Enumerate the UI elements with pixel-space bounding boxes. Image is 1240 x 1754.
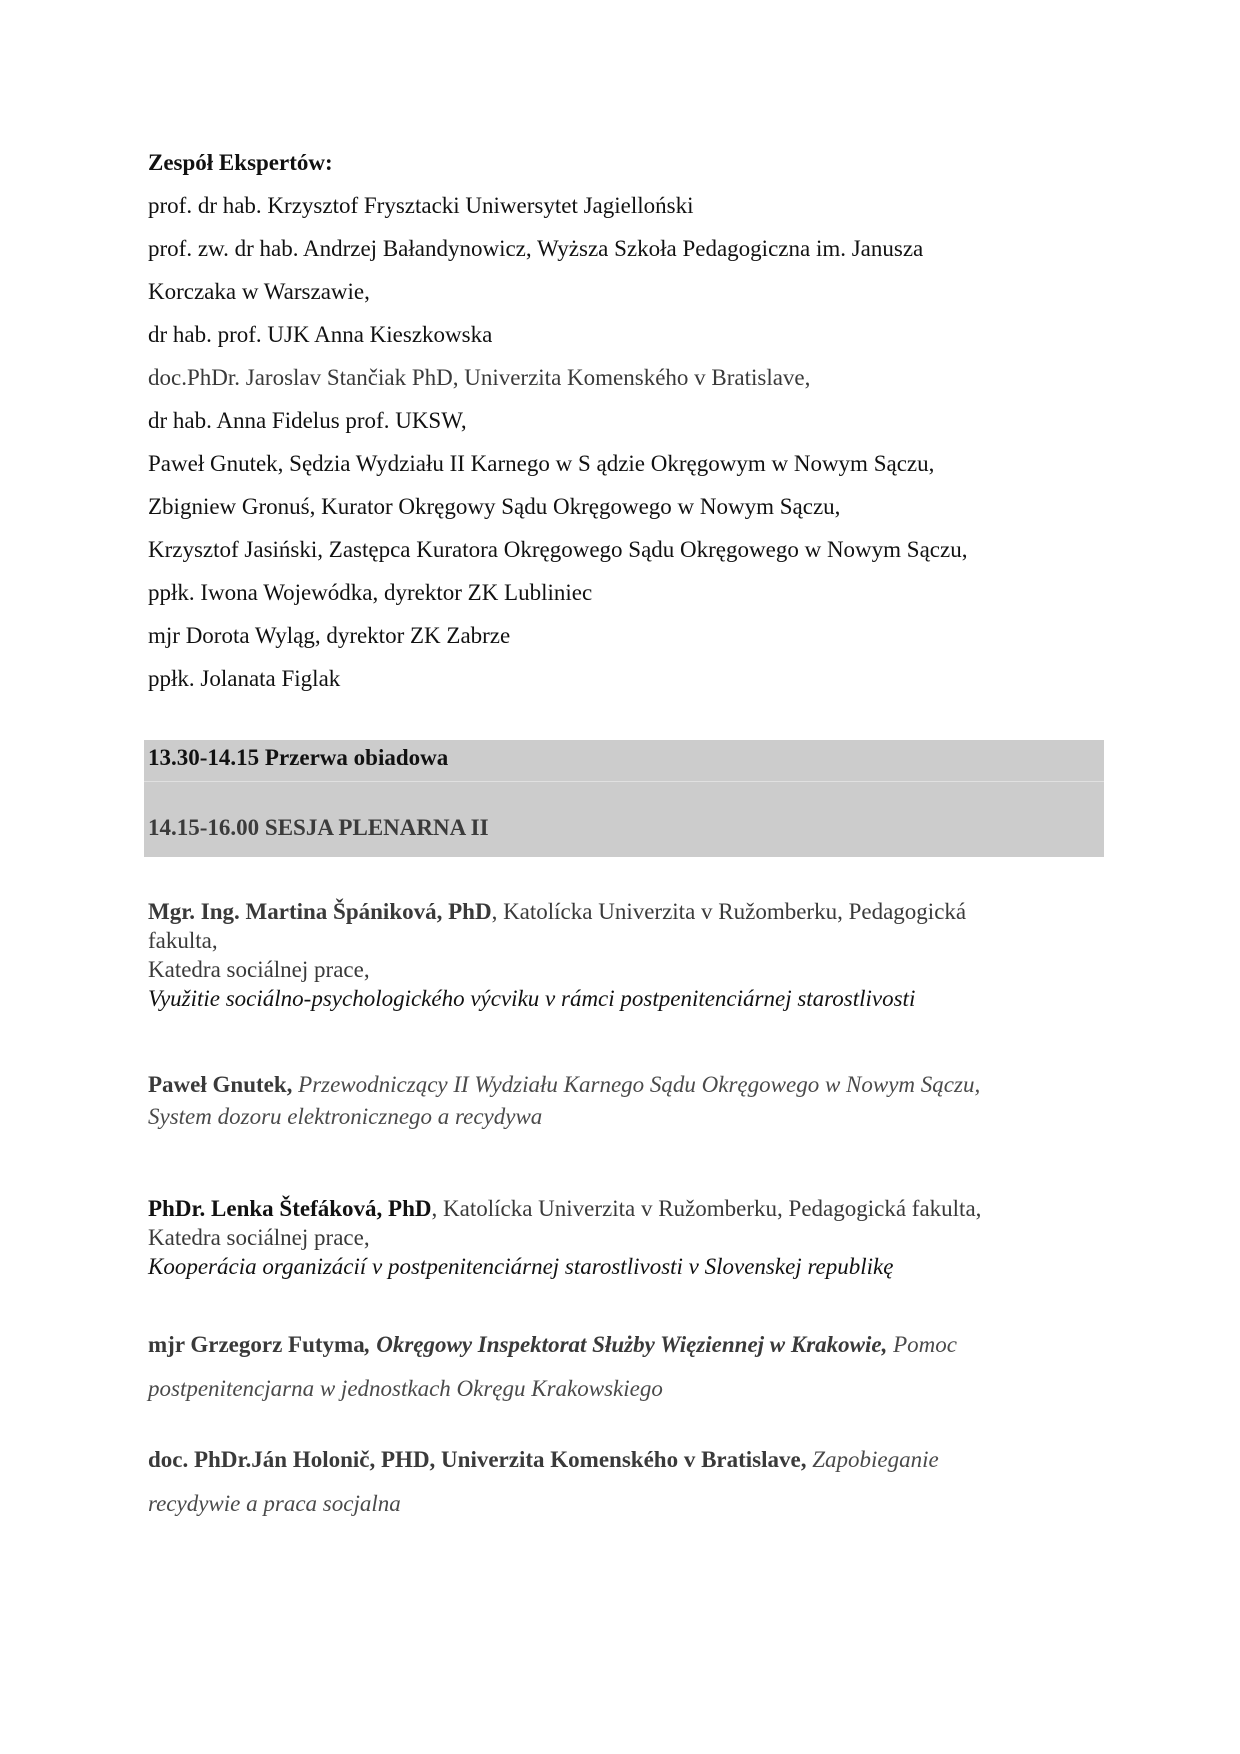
expert-line: prof. zw. dr hab. Andrzej Bałandynowicz, Wyższa Szkoła Pedagogiczna im. Janusza [148,236,924,261]
talk-entry [148,1195,981,1223]
talk-title: Zapobieganie [806,1447,939,1472]
talk-speaker: Mgr. Ing. Martina Špániková, PhD [148,899,492,924]
talk-title: postpenitencjarna w jednostkach Okręgu Krakowskiego [148,1376,663,1401]
talk-affiliation: Przewodniczący II Wydziału Karnego Sądu Okręgowego w Nowym Sączu, [292,1072,981,1097]
expert-line: prof. dr hab. Krzysztof Frysztacki Uniwersytet Jagielloński [148,193,694,218]
talk-title: Využitie sociálno-psychologického výcviku v rámci postpenitenciárnej starostlivosti [148,986,916,1011]
talk-affiliation: , Okręgowy Inspektorat Służby Więziennej w Krakowie, [364,1332,888,1357]
expert-line: Krzysztof Jasiński, Zastępca Kuratora Okręgowego Sądu Okręgowego w Nowym Sączu, [148,537,968,562]
talk-affiliation: , Katolícka Univerzita v Ružomberku, Pedagogická fakulta, [431,1196,982,1221]
talk-entry [148,1331,957,1359]
talk-title: Pomoc [887,1332,957,1357]
expert-line: Korczaka w Warszawie, [148,279,370,304]
talk-entry [148,1071,980,1099]
expert-line: dr hab. prof. UJK Anna Kieszkowska [148,322,493,347]
expert-line: ppłk. Jolanata Figlak [148,666,341,691]
expert-line: dr hab. Anna Fidelus prof. UKSW, [148,408,467,433]
talk-affiliation: , Katolícka Univerzita v Ružomberku, Pedagogická [491,899,967,924]
talk-title: Kooperácia organizácií v postpenitenciárnej starostlivosti v Slovenskej republikę [148,1254,894,1279]
talk-speaker: doc. PhDr.Ján Holonič, PHD, Univerzita Komenského v Bratislave, [148,1447,807,1472]
talk-speaker: mjr Grzegorz Futyma [148,1332,365,1357]
lunch-break-heading: 13.30-14.15 Przerwa obiadowa [148,745,449,770]
talk-affiliation: Katedra sociálnej prace, [148,957,370,982]
talk-title: recydywie a praca socjalna [148,1491,401,1516]
talk-affiliation: fakulta, [148,928,218,953]
experts-heading: Zespół Ekspertów: [148,150,333,175]
expert-line: ppłk. Iwona Wojewódka, dyrektor ZK Lubliniec [148,580,593,605]
talk-title: System dozoru elektronicznego a recydywa [148,1104,543,1129]
plenary-session-heading: 14.15-16.00 SESJA PLENARNA II [148,815,489,840]
plenary-session-band [144,782,1104,857]
expert-line: Zbigniew Gronuś, Kurator Okręgowy Sądu Okręgowego w Nowym Sączu, [148,494,841,519]
talk-affiliation: Katedra sociálnej prace, [148,1225,370,1250]
expert-line: mjr Dorota Wyląg, dyrektor ZK Zabrze [148,623,511,648]
talk-entry [148,898,966,926]
talk-speaker: Paweł Gnutek, [148,1072,293,1097]
talk-speaker: PhDr. Lenka Štefáková, PhD [148,1196,432,1221]
expert-line: Paweł Gnutek, Sędzia Wydziału II Karnego w S ądzie Okręgowym w Nowym Sączu, [148,451,935,476]
lunch-break-band [144,740,1104,781]
expert-line: doc.PhDr. Jaroslav Stančiak PhD, Univerzita Komenského v Bratislave, [148,365,811,390]
talk-entry [148,1446,939,1474]
